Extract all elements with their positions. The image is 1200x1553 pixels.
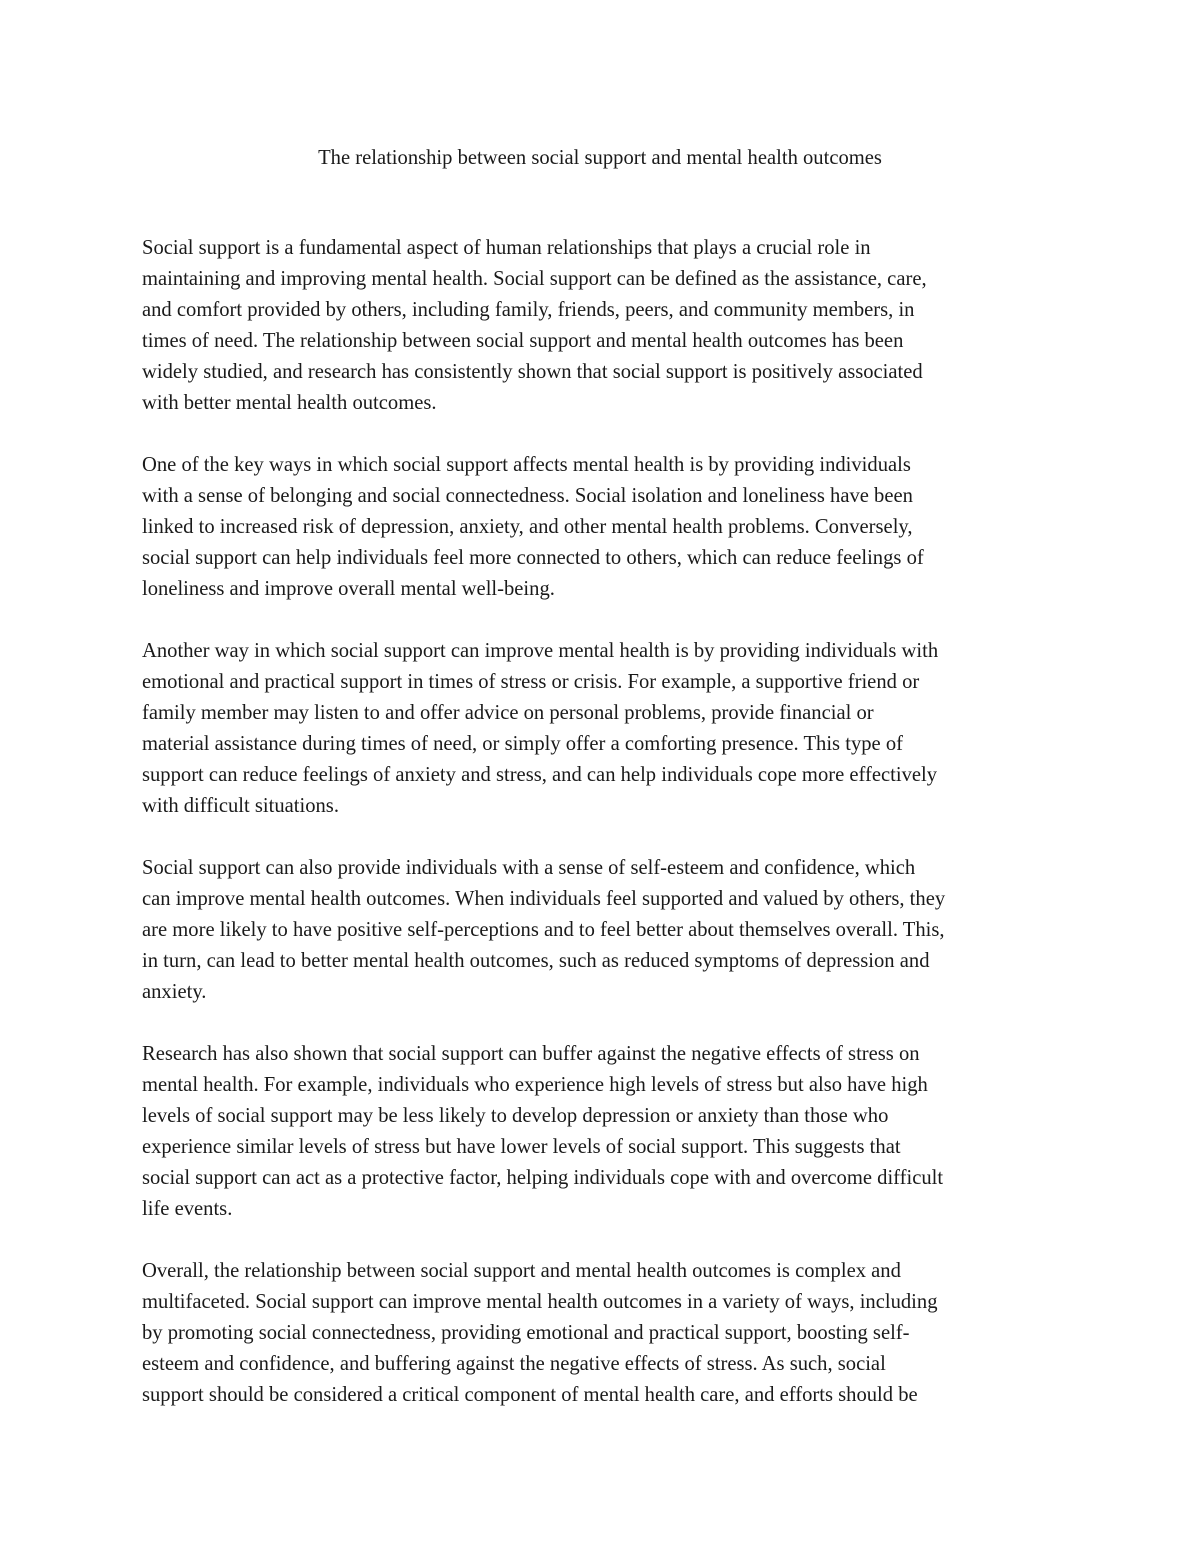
text-line: support should be considered a critical component of mental health care, and efforts should be <box>142 1384 918 1406</box>
text-line: with difficult situations. <box>142 795 339 817</box>
text-line: linked to increased risk of depression, anxiety, and other mental health problems. Conversely, <box>142 516 913 538</box>
text-line: esteem and confidence, and buffering against the negative effects of stress. As such, social <box>142 1353 886 1375</box>
text-line: are more likely to have positive self-perceptions and to feel better about themselves overall. This, <box>142 919 945 941</box>
text-line: One of the key ways in which social support affects mental health is by providing individuals <box>142 454 911 476</box>
paragraph-6 <box>142 1256 1072 1411</box>
text-line: support can reduce feelings of anxiety and stress, and can help individuals cope more effectively <box>142 764 938 786</box>
text-line: with a sense of belonging and social connectedness. Social isolation and loneliness have been <box>142 485 913 507</box>
text-line: multifaceted. Social support can improve mental health outcomes in a variety of ways, including <box>142 1291 938 1313</box>
text-line: can improve mental health outcomes. When individuals feel supported and valued by others, they <box>142 888 946 910</box>
text-line: emotional and practical support in times of stress or crisis. For example, a supportive friend or <box>142 671 920 693</box>
text-line: and comfort provided by others, including family, friends, peers, and community members, in <box>142 299 915 321</box>
text-line: by promoting social connectedness, providing emotional and practical support, boosting self- <box>142 1322 910 1344</box>
text-line: life events. <box>142 1198 233 1220</box>
text-line: maintaining and improving mental health. Social support can be defined as the assistance, care, <box>142 268 927 290</box>
paragraph-5 <box>142 1039 1072 1225</box>
text-line: social support can help individuals feel more connected to others, which can reduce feelings of <box>142 547 924 569</box>
text-line: social support can act as a protective factor, helping individuals cope with and overcome difficult <box>142 1167 944 1189</box>
document-body <box>142 233 1072 1442</box>
text-line: Another way in which social support can improve mental health is by providing individuals with <box>142 640 939 662</box>
text-line: mental health. For example, individuals who experience high levels of stress but also have high <box>142 1074 928 1096</box>
document-title: The relationship between social support and mental health outcomes <box>318 147 882 169</box>
paragraph-3 <box>142 636 1072 822</box>
text-line: in turn, can lead to better mental health outcomes, such as reduced symptoms of depression and <box>142 950 930 972</box>
paragraph-4 <box>142 853 1072 1008</box>
text-line: material assistance during times of need, or simply offer a comforting presence. This type of <box>142 733 903 755</box>
text-line: with better mental health outcomes. <box>142 392 437 414</box>
paragraph-1 <box>142 233 1072 419</box>
paragraph-2 <box>142 450 1072 605</box>
text-line: levels of social support may be less likely to develop depression or anxiety than those who <box>142 1105 889 1127</box>
text-line: Overall, the relationship between social support and mental health outcomes is complex and <box>142 1260 901 1282</box>
text-line: anxiety. <box>142 981 207 1003</box>
text-line: family member may listen to and offer advice on personal problems, provide financial or <box>142 702 874 724</box>
text-line: experience similar levels of stress but have lower levels of social support. This suggests that <box>142 1136 901 1158</box>
text-line: times of need. The relationship between social support and mental health outcomes has been <box>142 330 904 352</box>
text-line: widely studied, and research has consistently shown that social support is positively associated <box>142 361 923 383</box>
text-line: Social support can also provide individuals with a sense of self-esteem and confidence, which <box>142 857 916 879</box>
text-line: Social support is a fundamental aspect of human relationships that plays a crucial role in <box>142 237 871 259</box>
text-line: Research has also shown that social support can buffer against the negative effects of stress on <box>142 1043 920 1065</box>
text-line: loneliness and improve overall mental well-being. <box>142 578 555 600</box>
